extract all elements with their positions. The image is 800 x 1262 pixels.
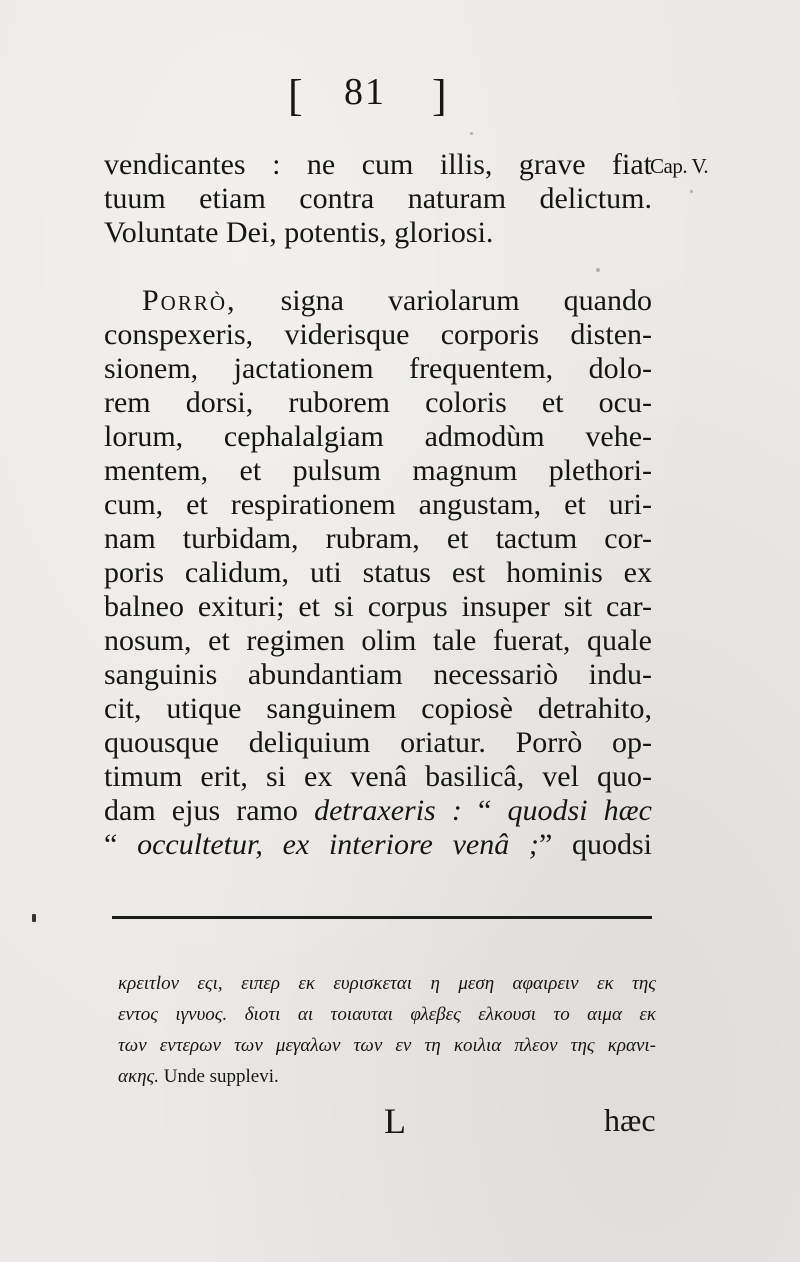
text-line: sanguinis abundantiam necessariò indu- xyxy=(104,658,652,691)
paragraph-main xyxy=(104,284,652,862)
greek-fragment: ακης. xyxy=(118,1066,159,1087)
page-number: 81 xyxy=(344,71,386,113)
text-line: cit, utique sanguinem copiosè detrahito, xyxy=(104,692,652,725)
text-line: quousque deliquium oriatur. Porrò op- xyxy=(104,726,652,759)
text-fragment: signa variolarum quando xyxy=(280,284,653,317)
paragraph-continuation xyxy=(104,148,652,250)
quote-mark: “ xyxy=(478,794,492,827)
text-line: timum erit, si ex venâ basilicâ, vel quo- xyxy=(104,760,652,793)
page-header xyxy=(282,64,472,128)
header-bracket-right: ] xyxy=(432,71,449,120)
margin-note: Cap. V. xyxy=(650,154,709,178)
text-fragment: ” quodsi xyxy=(538,828,652,861)
footnote-line: των εντερων των μεγαλων των εν τη κοιλια πλεον της κρανι- xyxy=(118,1035,656,1056)
footnote-rule xyxy=(112,916,652,919)
italic-fragment: detraxeris : xyxy=(314,794,462,827)
text-line: nam turbidam, rubram, et tactum cor- xyxy=(104,522,652,555)
latin-fragment: Unde supplevi. xyxy=(163,1066,279,1087)
text-fragment: dam ejus ramo xyxy=(104,794,298,827)
footnote-line: εντος ιγνυος. διοτι αι τοιαυται φλεβες ελκουσι το αιμα εκ xyxy=(118,1004,656,1025)
text-line: balneo exituri; et si corpus insuper sit car- xyxy=(104,590,652,623)
text-line: Voluntate Dei, potentis, gloriosi. xyxy=(104,216,494,249)
text-line: tuum etiam contra naturam delictum. xyxy=(104,182,652,215)
italic-fragment: quodsi hæc xyxy=(507,794,653,827)
paragraph-lead-word: Porrò, xyxy=(142,284,237,317)
text-line-first xyxy=(104,284,652,318)
footnote-line-last xyxy=(118,1061,656,1092)
text-line-mixed xyxy=(104,828,652,862)
italic-fragment: occultetur, ex interiore venâ ; xyxy=(137,828,539,861)
text-line-mixed xyxy=(104,794,652,828)
text-line: sionem, jactationem frequentem, dolo- xyxy=(104,352,652,385)
text-line: mentem, et pulsum magnum plethori- xyxy=(104,454,652,487)
text-line: vendicantes : ne cum illis, grave fiat xyxy=(104,148,652,181)
text-line: conspexeris, viderisque corporis disten- xyxy=(104,318,652,351)
quote-mark: “ xyxy=(104,828,118,861)
signature-mark: L xyxy=(384,1101,406,1141)
footnote xyxy=(118,968,656,1092)
text-line: cum, et respirationem angustam, et uri- xyxy=(104,488,652,521)
print-speck xyxy=(596,268,600,272)
text-line: poris calidum, uti status est hominis ex xyxy=(104,556,652,589)
text-line: rem dorsi, ruborem coloris et ocu- xyxy=(104,386,652,419)
text-line: lorum, cephalalgiam admodùm vehe- xyxy=(104,420,652,453)
footnote-line: κρειτlον εςι, ειπερ εκ ευρισκεται η μεση αφαιρειν εκ της xyxy=(118,973,656,994)
print-speck xyxy=(32,914,36,922)
header-bracket-left: [ xyxy=(288,71,305,120)
text-line: nosum, et regimen olim tale fuerat, quale xyxy=(104,624,652,657)
print-speck xyxy=(470,132,473,135)
catchword: hæc xyxy=(604,1102,656,1138)
print-speck xyxy=(690,190,693,193)
